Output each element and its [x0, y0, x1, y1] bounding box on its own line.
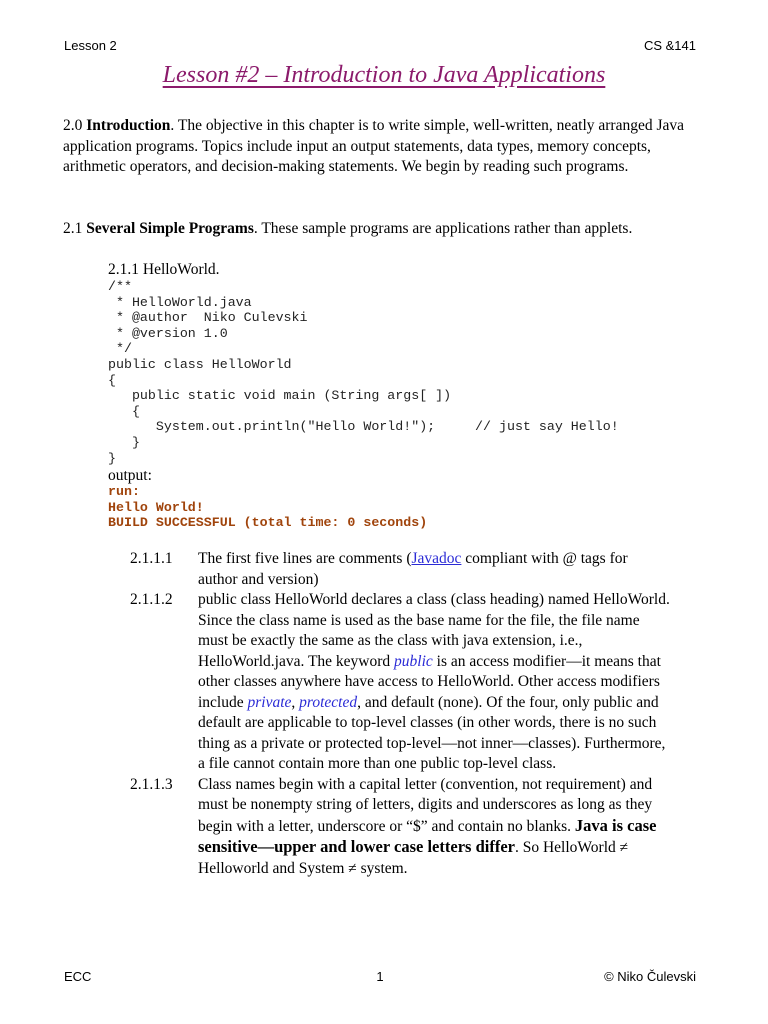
page-footer	[64, 969, 696, 984]
item-number: 2.1.1.1	[130, 550, 173, 567]
item-number: 2.1.1.3	[130, 775, 173, 793]
program-output: run: Hello World! BUILD SUCCESSFUL (total time: 0 seconds)	[108, 484, 428, 531]
item-text-part: Class names begin with a capital letter (convention, not requirement) and must be nonempty string of letters, digits and underscores as long as they begin with a letter, underscore or “$” and contain no blanks.	[198, 775, 653, 835]
item-text-part: . So HelloWorld ≠ Helloworld and System ≠ system.	[198, 839, 629, 877]
output-label: output:	[108, 467, 152, 484]
intro-number: 2.0	[63, 117, 87, 134]
item-text-part: is an access modifier—it means that other classes anywhere have access to HelloWorld. Other access modifiers include	[198, 652, 661, 711]
keyword-protected: protected	[299, 693, 358, 711]
header-course: CS &141	[643, 38, 696, 53]
footer-left: ECC	[64, 969, 92, 984]
item-text	[198, 590, 670, 775]
item-text	[198, 549, 670, 590]
list-item	[130, 549, 670, 590]
item-number: 2.1.1.2	[130, 591, 173, 608]
list-item	[130, 775, 670, 880]
section-text: . These sample programs are applications rather than applets.	[253, 220, 633, 237]
section-heading: Several Simple Programs	[86, 220, 254, 237]
page-header	[64, 38, 696, 53]
intro-text: . The objective in this chapter is to write simple, well-written, neatly arranged Java application programs. Topics include input an output statements, data types, memory concepts, arithmetic operators, and decision-making statements. We begin by reading such programs.	[63, 117, 685, 175]
item-text-part: compliant with @ tags for author and version)	[198, 550, 628, 588]
item-text	[198, 775, 670, 880]
intro-paragraph	[63, 116, 703, 178]
numbered-list	[130, 549, 670, 879]
case-sensitive-note: Java is case sensitive—upper and lower case letters differ	[198, 815, 657, 856]
page-title: Lesson #2 – Introduction to Java Applications	[162, 62, 606, 88]
item-text-part: ,	[291, 693, 300, 711]
javadoc-link[interactable]: Javadoc	[411, 550, 462, 567]
header-lesson: Lesson 2	[64, 38, 117, 53]
intro-heading: Introduction	[86, 117, 171, 134]
section-2-1-paragraph	[63, 219, 703, 240]
page-number: 1	[376, 969, 384, 984]
keyword-private: private	[247, 693, 292, 711]
footer-copyright: © Niko Čulevski	[604, 969, 697, 984]
item-text-part: public class HelloWorld declares a class (class heading) named HelloWorld. Since the class name is used as the base name for the file, the file name must be exactly the same as the class with java extension, i.e., HelloWorld.java. The keyword	[198, 591, 670, 670]
subsection-heading: 2.1.1 HelloWorld.	[108, 261, 220, 278]
section-number: 2.1	[63, 220, 87, 237]
item-text-part: The first five lines are comments (	[198, 550, 412, 567]
code-listing: /** * HelloWorld.java * @author Niko Culevski * @version 1.0 */ public class HelloWorld { public static void main (String args[ ]) { System.out.println("Hello World!"); // just say Hello! } }	[108, 279, 619, 466]
keyword-public: public	[394, 652, 433, 670]
list-item	[130, 590, 670, 775]
item-text-part: , and default (none). Of the four, only public and default are applicable to top-level classes (in other words, there is no such thing as a private or protected top-level—not inner—classes). Furthermore, a file cannot contain more than one public top-level class.	[198, 693, 666, 772]
